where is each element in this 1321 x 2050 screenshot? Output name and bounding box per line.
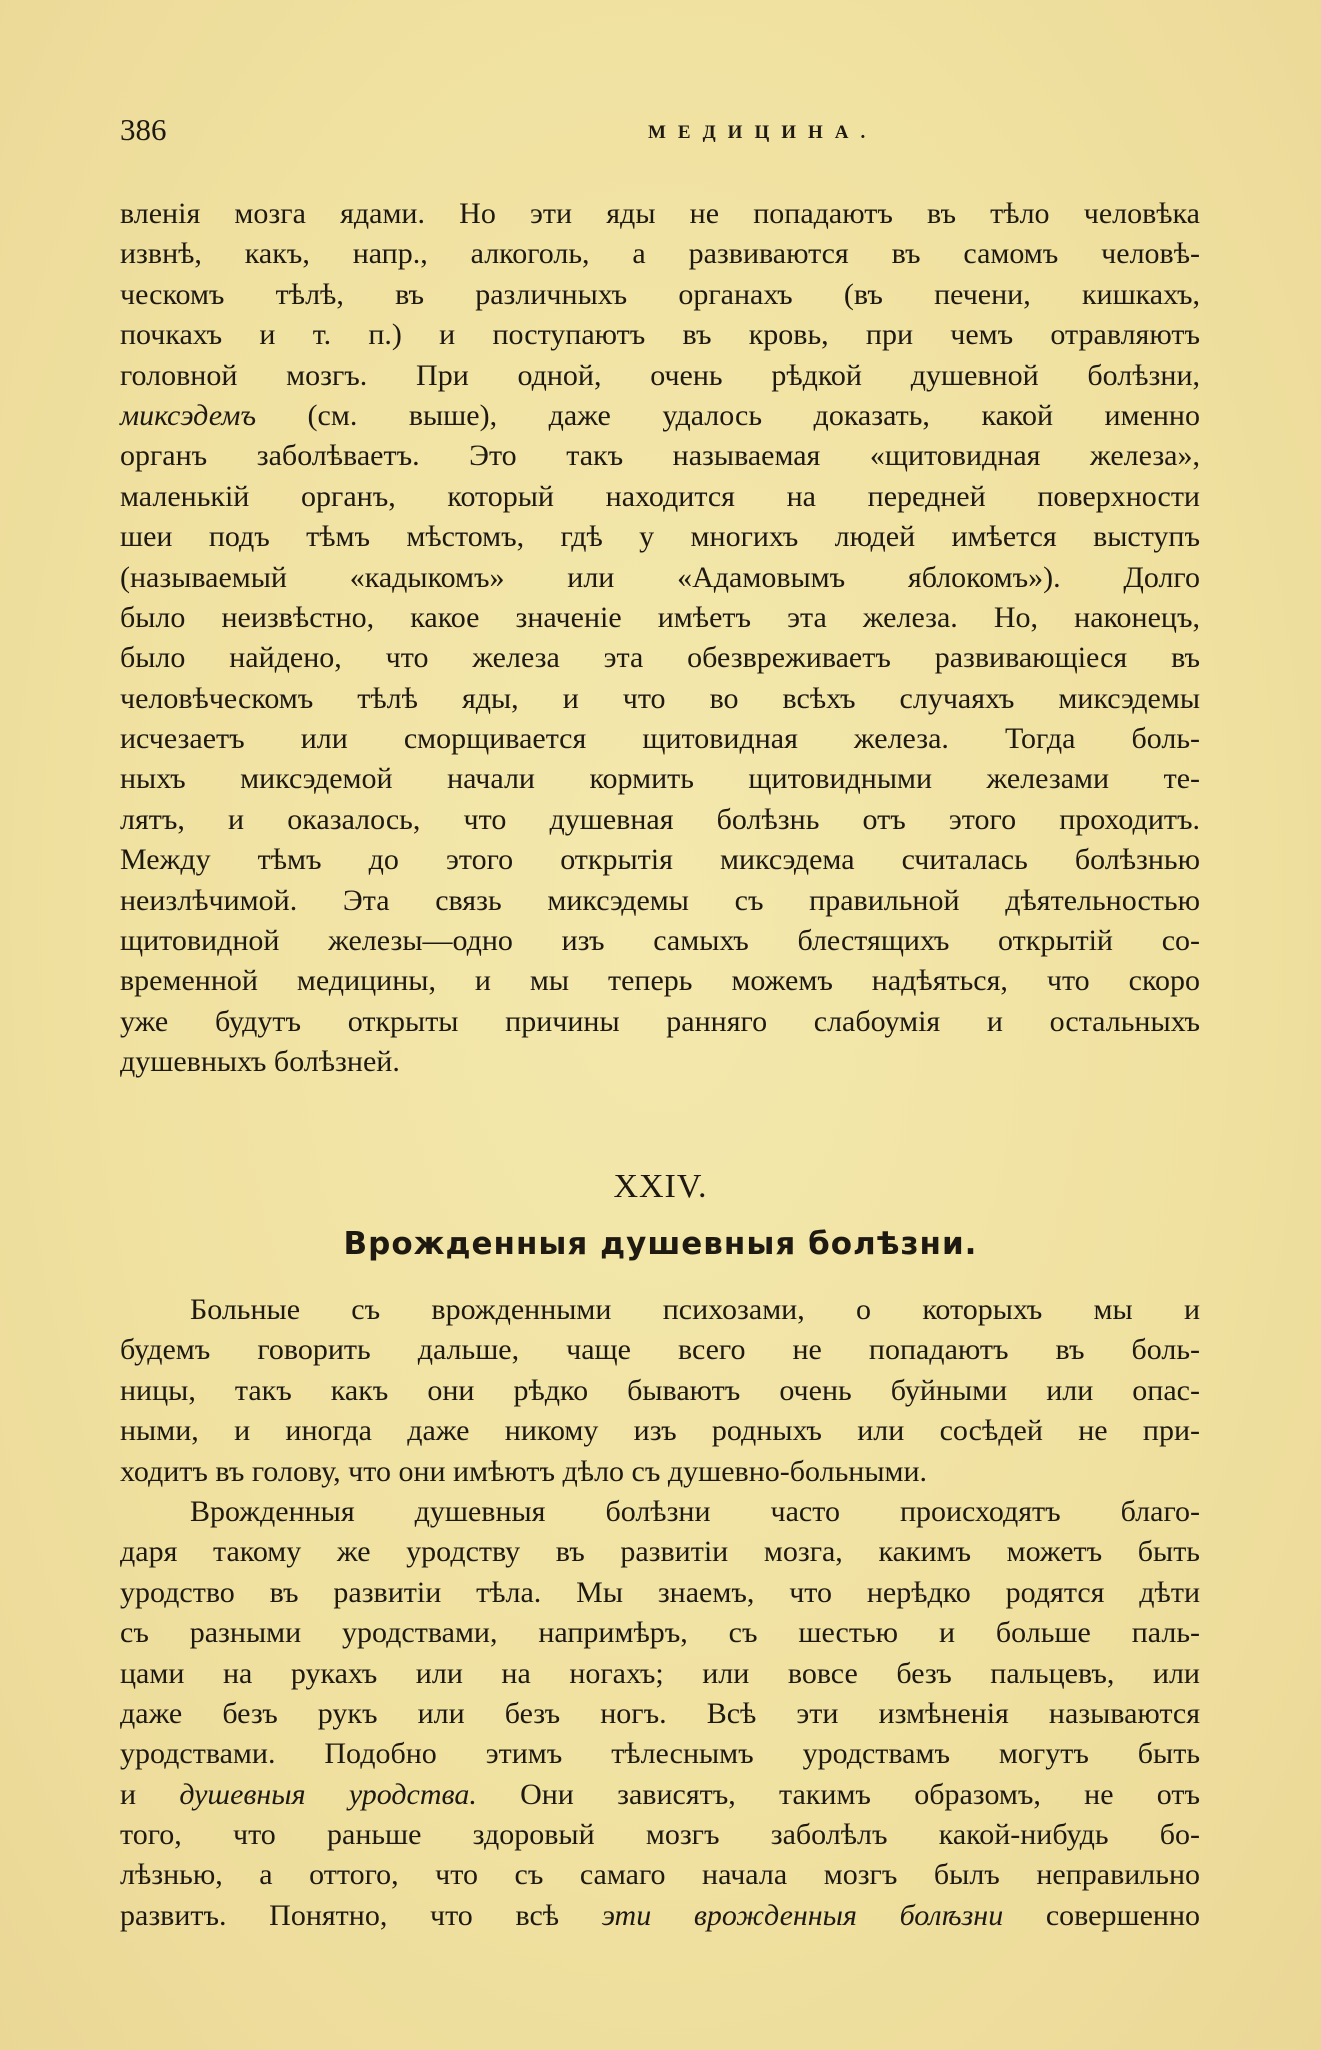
text-line: было найдено, что железа эта обезвреживаетъ развивающіеся въ <box>120 641 1200 675</box>
italic-term: душевныя уродства. <box>179 1777 477 1811</box>
text-line: уже будутъ открыты причины ранняго слабоумія и остальныхъ <box>120 1004 1200 1038</box>
text-line <box>120 1775 1200 1815</box>
text-line: цами на рукахъ или на ногахъ; или вовсе безъ пальцевъ, или <box>120 1656 1200 1690</box>
text-line: вленія мозга ядами. Но эти яды не попадаютъ въ тѣло человѣка <box>120 197 1200 230</box>
text-line: ными, и иногда даже никому изъ родныхъ или сосѣдей не при- <box>120 1414 1200 1448</box>
chapter-title: Врожденныя душевныя болѣзни. <box>343 1226 978 1262</box>
text-line: уродство въ развитіи тѣла. Мы знаемъ, что нерѣдко родятся дѣти <box>120 1575 1200 1609</box>
text-fragment: и <box>120 1777 180 1811</box>
text-line: (называемый «кадыкомъ» или «Адамовымъ яблокомъ»). Долго <box>120 560 1200 594</box>
body-text-section-1 <box>120 194 1200 1083</box>
text-line: исчезаетъ или сморщивается щитовидная железа. Тогда боль- <box>120 722 1200 756</box>
page-number: 386 <box>120 112 167 147</box>
text-line: даря такому же уродству въ развитіи мозга, какимъ можетъ быть <box>120 1535 1200 1569</box>
text-line: маленькій органъ, который находится на передней поверхности <box>120 479 1200 513</box>
text-line: временной медицины, и мы теперь можемъ надѣяться, что скоро <box>120 964 1200 998</box>
text-line: съ разными уродствами, напримѣръ, съ шестью и больше паль- <box>120 1616 1200 1650</box>
text-line <box>120 1896 1200 1936</box>
running-head <box>120 112 1200 152</box>
text-fragment: совершенно <box>1003 1898 1201 1932</box>
text-line: было неизвѣстно, какое значеніе имѣетъ эта железа. Но, наконецъ, <box>120 600 1200 634</box>
text-fragment: развитъ. Понятно, что всѣ <box>120 1898 602 1932</box>
text-line: лѣзнью, а оттого, что съ самаго начала мозгъ былъ неправильно <box>120 1858 1200 1892</box>
text-line: ходитъ въ голову, что они имѣютъ дѣло съ душевно-больными. <box>120 1454 928 1488</box>
running-title: МЕДИЦИНА. <box>648 122 878 143</box>
text-line: шеи подъ тѣмъ мѣстомъ, гдѣ у многихъ людей имѣется выступъ <box>120 520 1200 554</box>
italic-term: миксэдемъ <box>120 398 257 432</box>
text-line: душевныхъ болѣзней. <box>120 1045 400 1079</box>
chapter-number: XXIV. <box>613 1168 708 1205</box>
text-line: ческомъ тѣлѣ, въ различныхъ органахъ (въ печени, кишкахъ, <box>120 277 1200 311</box>
text-line: извнѣ, какъ, напр., алкоголь, а развиваются въ самомъ человѣ- <box>120 237 1200 271</box>
text-line: неизлѣчимой. Эта связь миксэдемы съ правильной дѣятельностью <box>120 883 1200 917</box>
italic-term: эти врожденныя болѣзни <box>601 1898 1004 1932</box>
text-line: почкахъ и т. п.) и поступаютъ въ кровь, при чемъ отравляютъ <box>120 318 1200 352</box>
text-line: уродствами. Подобно этимъ тѣлеснымъ уродствамъ могутъ быть <box>120 1737 1200 1771</box>
text-line: ницы, такъ какъ они рѣдко бываютъ очень буйными или опас- <box>120 1373 1200 1407</box>
body-text-section-2 <box>120 1290 1200 1936</box>
text-line: Врожденныя душевныя болѣзни часто происходятъ благо- <box>190 1494 1200 1528</box>
text-line: органъ заболѣваетъ. Это такъ называемая «щитовидная железа», <box>120 439 1200 473</box>
text-line: того, что раньше здоровый мозгъ заболѣлъ какой-нибудь бо- <box>120 1818 1200 1852</box>
text-line: Между тѣмъ до этого открытія миксэдема считалась болѣзнью <box>120 843 1200 877</box>
text-line: головной мозгъ. При одной, очень рѣдкой душевной болѣзни, <box>120 358 1200 392</box>
text-line: щитовидной железы—одно изъ самыхъ блестящихъ открытій со- <box>120 924 1200 958</box>
text-line: лятъ, и оказалось, что душевная болѣзнь отъ этого проходитъ. <box>120 802 1200 836</box>
text-line: будемъ говорить дальше, чаще всего не попадаютъ въ боль- <box>120 1333 1200 1367</box>
text-fragment: (см. выше), даже удалось доказать, какой именно <box>256 398 1200 432</box>
text-line: ныхъ миксэдемой начали кормить щитовидными железами те- <box>120 762 1200 796</box>
text-line: человѣческомъ тѣлѣ яды, и что во всѣхъ случаяхъ миксэдемы <box>120 681 1200 715</box>
text-line: даже безъ рукъ или безъ ногъ. Всѣ эти измѣненія называются <box>120 1696 1200 1730</box>
text-line: Больные съ врожденными психозами, о которыхъ мы и <box>190 1293 1200 1326</box>
text-fragment: Они зависятъ, такимъ образомъ, не отъ <box>476 1777 1201 1811</box>
text-line <box>120 396 1200 436</box>
